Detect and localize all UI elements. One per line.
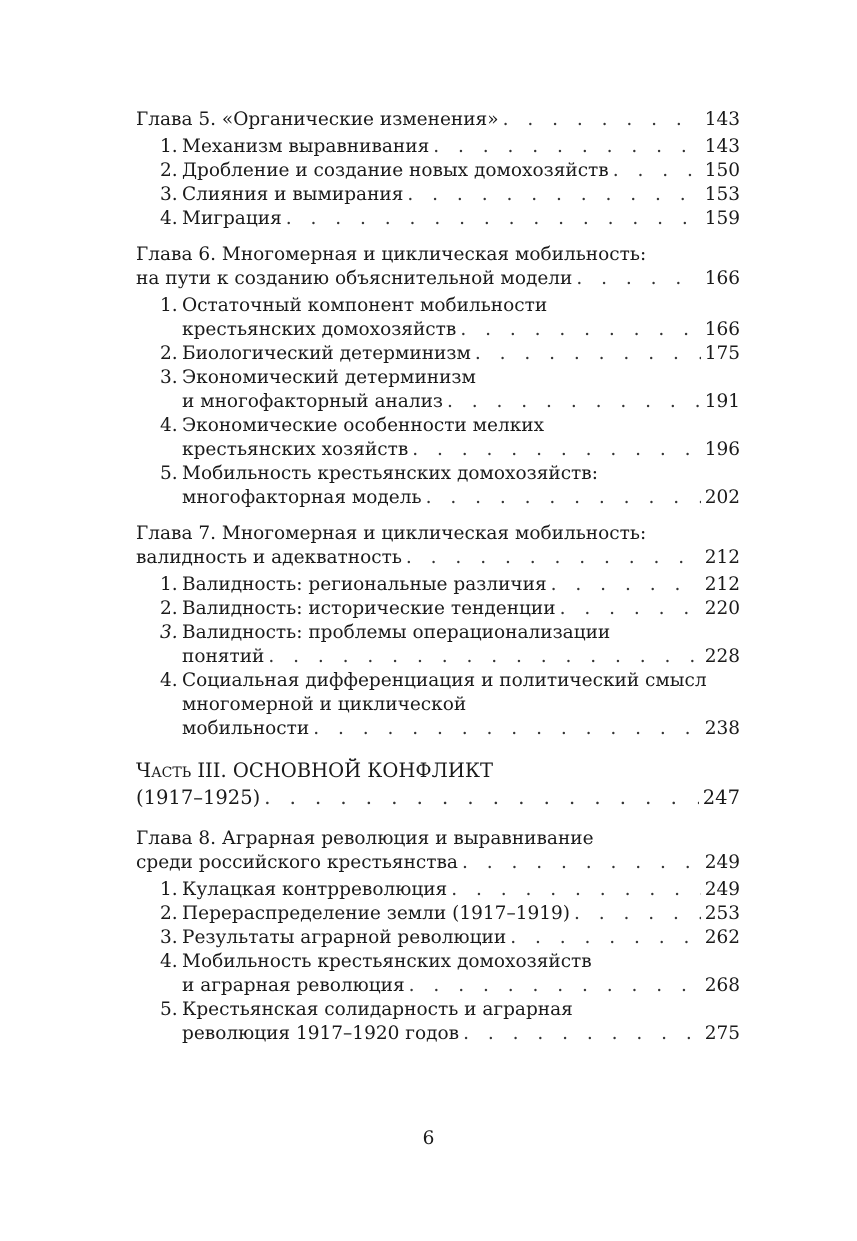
page-ref: 159 [704, 208, 740, 229]
page-ref: 143 [704, 136, 740, 157]
dot-leader [447, 390, 701, 414]
dot-leader [503, 108, 701, 132]
dot-leader [412, 438, 700, 462]
section-6-4[interactable] [136, 414, 740, 462]
section-number: 2. [160, 903, 178, 924]
section-title: Результаты аграрной революции [182, 927, 507, 948]
section-title-cont: и аграрная революция [182, 975, 405, 996]
chapter-title: Глава 6. Многомерная и циклическая мобильность: [136, 244, 647, 265]
section-title-cont: крестьянских хозяйств [182, 439, 409, 460]
section-title: Валидность: региональные различия [182, 574, 547, 595]
chapter-8 [136, 827, 740, 1046]
section-8-3[interactable] [136, 926, 740, 950]
dot-leader [551, 573, 701, 597]
section-8-5[interactable] [136, 998, 740, 1046]
part-title [136, 757, 493, 784]
page-ref: 143 [704, 109, 740, 130]
page-number: 6 [422, 1128, 435, 1149]
page-ref: 247 [702, 786, 740, 809]
page-ref: 249 [704, 852, 740, 873]
dot-leader [510, 926, 701, 950]
chapter-7 [136, 522, 740, 741]
dot-leader [475, 342, 701, 366]
section-6-5[interactable] [136, 462, 740, 510]
page-ref: 262 [704, 927, 740, 948]
section-title-cont: революция 1917–1920 годов [182, 1023, 460, 1044]
section-title-cont: мобильности [182, 718, 310, 739]
section-number: 3. [160, 622, 178, 643]
page-ref: 253 [704, 903, 740, 924]
section-5-3[interactable] [136, 183, 740, 207]
dot-leader [574, 902, 701, 926]
section-title: Остаточный компонент мобильности [182, 295, 548, 316]
dot-leader [560, 597, 701, 621]
section-8-2[interactable] [136, 902, 740, 926]
page-ref: 191 [704, 391, 740, 412]
section-number: 2. [160, 343, 178, 364]
section-number: 2. [160, 160, 178, 181]
section-number: 3. [160, 367, 178, 388]
chapter-6-title[interactable] [136, 243, 740, 291]
section-8-1[interactable] [136, 878, 740, 902]
section-8-4[interactable] [136, 950, 740, 998]
section-title-cont: многомерной и циклической [182, 694, 467, 715]
section-title: Крестьянская солидарность и аграрная [182, 999, 573, 1020]
page-ref: 150 [704, 160, 740, 181]
chapter-title: Глава 7. Многомерная и циклическая мобильность: [136, 523, 647, 544]
chapter-8-title[interactable] [136, 827, 740, 875]
section-number: 1. [160, 136, 178, 157]
section-title: Перераспределение земли (1917–1919) [182, 903, 570, 924]
page-ref: 153 [704, 184, 740, 205]
chapter-title-cont: среди российского крестьянства [136, 852, 458, 873]
chapter-title-cont: на пути к созданию объяснительной модели [136, 268, 573, 289]
section-title: Механизм выравнивания [182, 136, 430, 157]
section-title-cont: крестьянских домохозяйств [182, 319, 457, 340]
chapter-title: Глава 5. «Органические изменения» [136, 109, 499, 130]
page-ref: 175 [704, 343, 740, 364]
section-7-1[interactable] [136, 573, 740, 597]
section-6-3[interactable] [136, 366, 740, 414]
dot-leader [313, 717, 700, 741]
dot-leader [407, 183, 700, 207]
section-number: 4. [160, 208, 178, 229]
part-name: ОСНОВНОЙ КОНФЛИКТ [232, 759, 493, 782]
chapter-6 [136, 243, 740, 510]
section-5-1[interactable] [136, 135, 740, 159]
part-years: (1917–1925) [136, 786, 261, 809]
chapter-5 [136, 108, 740, 231]
page-ref: 220 [704, 598, 740, 619]
section-6-2[interactable] [136, 342, 740, 366]
section-title: Мобильность крестьянских домохозяйств: [182, 463, 598, 484]
section-title: Слияния и вымирания [182, 184, 404, 205]
chapter-title-cont: валидность и адекватность [136, 547, 402, 568]
section-title: Кулацкая контрреволюция [182, 879, 448, 900]
table-of-contents [136, 108, 740, 1046]
section-title: Миграция [182, 208, 282, 229]
page-ref: 196 [704, 439, 740, 460]
dot-leader [451, 878, 700, 902]
section-number: 4. [160, 415, 178, 436]
dot-leader [433, 135, 700, 159]
page-ref: 166 [704, 268, 740, 289]
section-title: Валидность: проблемы операционализации [182, 622, 611, 643]
part-3[interactable] [136, 757, 740, 811]
section-5-4[interactable] [136, 207, 740, 231]
chapter-title: Глава 8. Аграрная революция и выравнивание [136, 828, 594, 849]
dot-leader [463, 1022, 701, 1046]
section-title: Мобильность крестьянских домохозяйств [182, 951, 592, 972]
section-title-cont: многофакторная модель [182, 487, 422, 508]
dot-leader [406, 546, 701, 570]
section-number: 3. [160, 927, 178, 948]
section-number: 5. [160, 999, 178, 1020]
section-title: Биологический детерминизм [182, 343, 471, 364]
page-ref: 202 [704, 487, 740, 508]
section-number: 1. [160, 879, 178, 900]
section-7-3[interactable] [136, 621, 740, 669]
dot-leader [460, 318, 700, 342]
dot-leader [462, 851, 701, 875]
chapter-5-title-line[interactable] [136, 108, 740, 132]
section-title: Валидность: исторические тенденции [182, 598, 556, 619]
dot-leader [268, 645, 700, 669]
page-ref: 166 [704, 319, 740, 340]
page-ref: 268 [704, 975, 740, 996]
section-title: Экономический детерминизм [182, 367, 476, 388]
dot-leader [576, 267, 700, 291]
section-title: Дробление и создание новых домохозяйств [182, 160, 609, 181]
dot-leader [409, 974, 701, 998]
dot-leader [613, 159, 701, 183]
page-ref: 275 [704, 1023, 740, 1044]
page-ref: 249 [704, 879, 740, 900]
section-number: 1. [160, 295, 178, 316]
section-number: 1. [160, 574, 178, 595]
section-title: Экономические особенности мелких [182, 415, 545, 436]
dot-leader [286, 207, 701, 231]
section-number: 4. [160, 951, 178, 972]
section-title-cont: и многофакторный анализ [182, 391, 444, 412]
section-7-4[interactable] [136, 669, 740, 741]
section-title: Социальная дифференциация и политический смысл [182, 670, 707, 691]
part-label: Часть III. [136, 759, 227, 782]
page-ref: 212 [704, 547, 740, 568]
section-number: 3. [160, 184, 178, 205]
page-ref: 238 [704, 718, 740, 739]
section-number: 2. [160, 598, 178, 619]
section-number: 5. [160, 463, 178, 484]
dot-leader [264, 784, 699, 811]
section-7-2[interactable] [136, 597, 740, 621]
page-ref: 228 [704, 646, 740, 667]
section-5-2[interactable] [136, 159, 740, 183]
page-ref: 212 [704, 574, 740, 595]
chapter-7-title[interactable] [136, 522, 740, 570]
section-6-1[interactable] [136, 294, 740, 342]
section-title-cont: понятий [182, 646, 265, 667]
dot-leader [426, 486, 701, 510]
section-number: 4. [160, 670, 178, 691]
